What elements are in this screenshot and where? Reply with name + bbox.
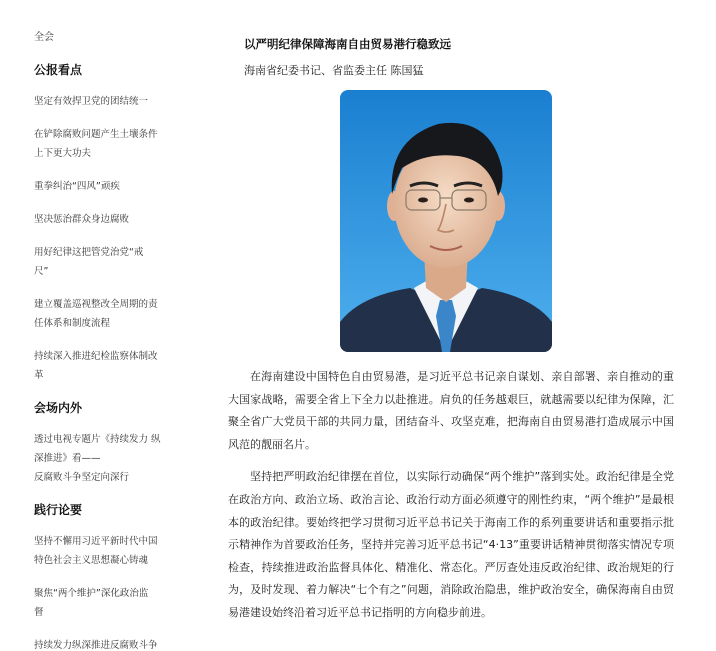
article-paragraph: 坚持把严明政治纪律摆在首位，以实际行动确保“两个维护”落到实处。政治纪律是全党在政治方向、政治立场、政治言论、政治行动方面必须遵守的刚性约束，“两个维护”是最根本的政治纪律。要始终把学习贯彻习近平总书记关于海南工作的系列重要讲话和重要指示批示精神作为首要政治任务，坚持并完善习近平总书记“4·13”重要讲话精神贯彻落实情况专项检查，持续推进政治监督具体化、精准化、常态化。严厉查处违反政治纪律、政治规矩的行为，及时发现、着力解决“七个有之”问题，消除政治隐患，维护政治安全，确保海南自由贸易港建设始终沿着习近平总书记指明的方向稳步前进。: [228, 470, 674, 619]
sidebar-section-title: 践行论要: [34, 503, 83, 517]
sidebar-top-link[interactable]: 全会: [34, 32, 54, 43]
sidebar: [34, 28, 166, 651]
sidebar-link[interactable]: [34, 92, 166, 111]
sidebar-link-line: 坚决惩治群众身边腐败: [34, 214, 130, 225]
sidebar-link-line: 特色社会主义思想凝心铸魂: [34, 555, 149, 566]
sidebar-link-line: 任体系和制度流程: [34, 318, 111, 329]
sidebar-section-title: 公报看点: [34, 63, 83, 77]
article-paragraph: 在海南建设中国特色自由贸易港，是习近平总书记亲自谋划、亲自部署、亲自推动的重大国家战略，需要全省上下全力以赴推进。肩负的任务越艰巨，就越需要以纪律为保障，汇聚全省广大党员干部的共同力量，团结奋斗、攻坚克难，把海南自由贸易港打造成展示中国风范的靓丽名片。: [228, 370, 674, 451]
sidebar-section: [34, 399, 166, 487]
sidebar-link-line: 督: [34, 607, 44, 618]
sidebar-link-list: [34, 430, 166, 487]
sidebar-section: [34, 61, 166, 385]
sidebar-link-list: [34, 92, 166, 385]
article-title: 以严明纪律保障海南自由贸易港行稳致远: [244, 37, 451, 51]
sidebar-link-line: 上下更大功夫: [34, 148, 92, 159]
sidebar-link[interactable]: [34, 430, 166, 487]
portrait-image: [340, 90, 552, 352]
sidebar-link[interactable]: [34, 584, 166, 622]
article-byline: 海南省纪委书记、省监委主任 陈国猛: [244, 64, 424, 77]
sidebar-link-line: 用好纪律这把管党治党“戒: [34, 247, 144, 258]
sidebar-link-line: 革: [34, 370, 44, 381]
sidebar-link[interactable]: [34, 532, 166, 570]
sidebar-link-line: 深推进》看——: [34, 453, 101, 464]
sidebar-link[interactable]: [34, 210, 166, 229]
author-portrait: [340, 90, 552, 352]
sidebar-section: [34, 501, 166, 651]
sidebar-link[interactable]: [34, 295, 166, 333]
sidebar-link[interactable]: [34, 243, 166, 281]
sidebar-link[interactable]: [34, 125, 166, 163]
sidebar-link-line: 尺”: [34, 266, 49, 277]
sidebar-link-line: 坚持不懈用习近平新时代中国: [34, 536, 158, 547]
sidebar-link[interactable]: [34, 347, 166, 385]
sidebar-link-list: [34, 532, 166, 651]
sidebar-link[interactable]: [34, 636, 166, 651]
sidebar-link-line: 反腐败斗争坚定向深行: [34, 472, 130, 483]
sidebar-link-line: 透过电视专题片《持续发力 纵: [34, 434, 161, 445]
sidebar-link-line: 重拳纠治“四风”顽疾: [34, 181, 120, 192]
sidebar-link-line: 持续发力纵深推进反腐败斗争: [34, 640, 158, 651]
sidebar-link[interactable]: [34, 177, 166, 196]
article: [228, 36, 674, 635]
sidebar-link-line: 在铲除腐败问题产生土壤条件: [34, 129, 158, 140]
sidebar-link-line: 坚定有效捍卫党的团结统一: [34, 96, 149, 107]
sidebar-link-line: 持续深入推进纪检监察体制改: [34, 351, 158, 362]
sidebar-link-line: 建立覆盖巡视整改全周期的责: [34, 299, 158, 310]
sidebar-section-title: 会场内外: [34, 401, 83, 415]
sidebar-link-line: 聚焦“两个维护”深化政治监: [34, 588, 149, 599]
